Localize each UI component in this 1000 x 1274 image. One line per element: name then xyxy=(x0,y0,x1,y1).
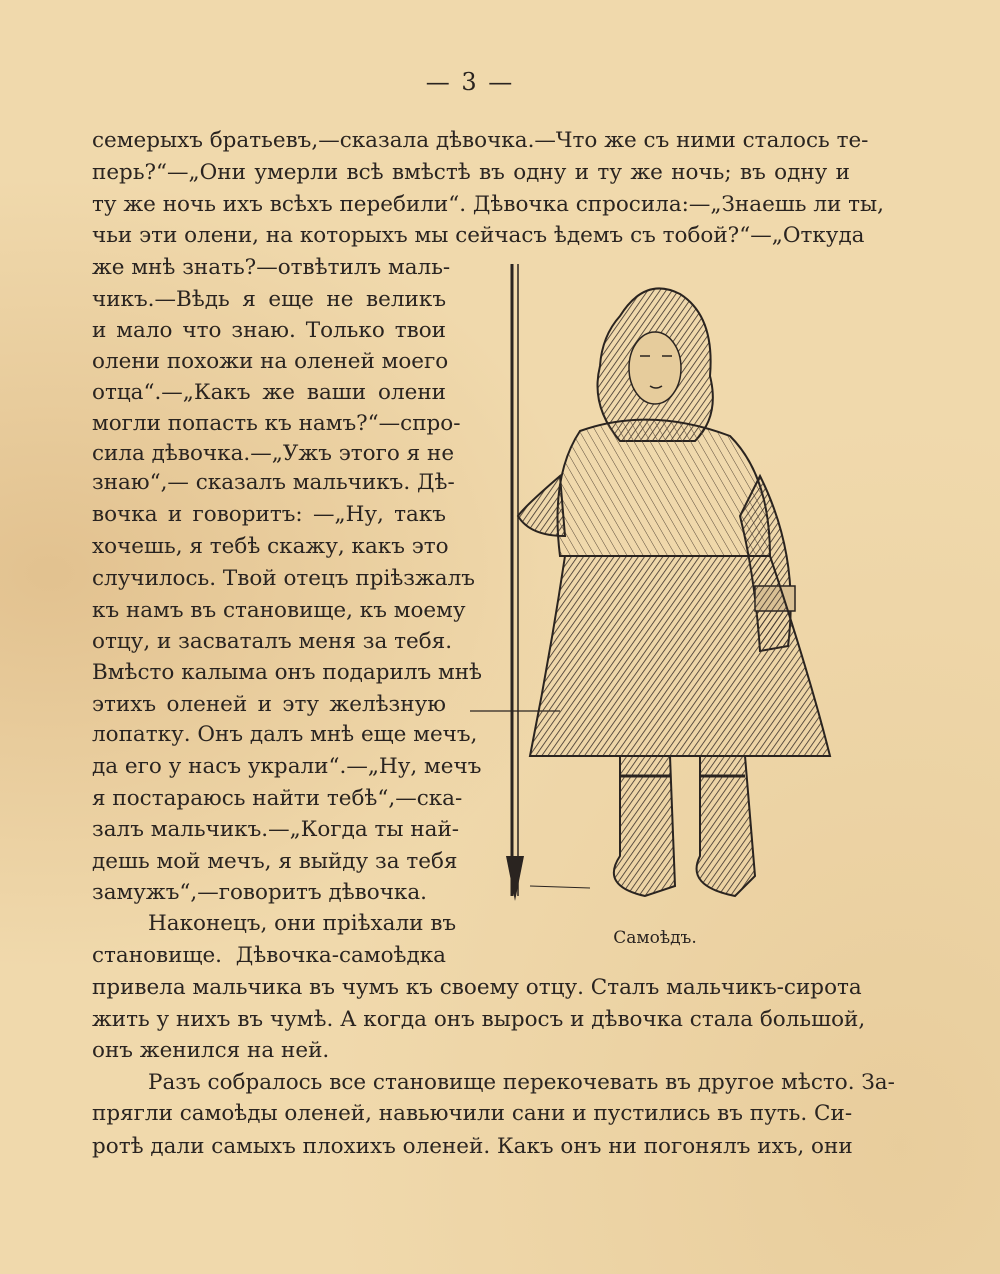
text-line: лопатку. Онъ далъ мнѣ еще мечъ, xyxy=(92,722,478,747)
text-line: чьи эти олени, на которыхъ мы сейчасъ ѣдемъ съ тобой?“—„Откуда xyxy=(92,223,865,248)
text-line: замужъ“,—говоритъ дѣвочка. xyxy=(92,880,428,905)
text-line: онъ женился на ней. xyxy=(92,1038,330,1063)
text-line: могли попасть къ намъ?“—спро- xyxy=(92,411,461,436)
text-line: Разъ собралось все становище перекочевать въ другое мѣсто. За- xyxy=(148,1070,895,1095)
text-line: ротѣ дали самыхъ плохихъ оленей. Какъ онъ ни погонялъ ихъ, они xyxy=(92,1134,853,1159)
text-line: сила дѣвочка.—„Ужъ этого я не xyxy=(92,441,455,466)
text-line: отцу, и засваталъ меня за тебя. xyxy=(92,629,453,654)
text-line: къ намъ въ становище, къ моему xyxy=(92,598,466,623)
illustration-caption: Самоѣдъ. xyxy=(613,928,697,948)
text-line: чикъ.—Вѣдь я еще не великъ xyxy=(92,287,446,312)
text-line: этихъ оленей и эту желѣзную xyxy=(92,692,446,717)
text-line: олени похожи на оленей моего xyxy=(92,349,449,374)
text-line: Вмѣсто калыма онъ подарилъ мнѣ xyxy=(92,660,483,685)
text-line: Наконецъ, они пріѣхали въ xyxy=(148,911,457,936)
text-line: перь?“—„Они умерли всѣ вмѣстѣ въ одну и ту же ночь; въ одну и xyxy=(92,160,850,185)
text-line: залъ мальчикъ.—„Когда ты най- xyxy=(92,817,460,842)
text-line: знаю“,— сказалъ мальчикъ. Дѣ- xyxy=(92,470,455,495)
text-line: становище. Дѣвочка-самоѣдка xyxy=(92,943,446,968)
text-line: ту же ночь ихъ всѣхъ перебили“. Дѣвочка спросила:—„Знаешь ли ты, xyxy=(92,192,884,217)
text-line: хочешь, я тебѣ скажу, какъ это xyxy=(92,534,449,559)
text-line: и мало что знаю. Только твои xyxy=(92,318,446,343)
text-line: отца“.—„Какъ же ваши олени xyxy=(92,380,446,405)
text-line: жить у нихъ въ чумѣ. А когда онъ выросъ и дѣвочка стала большой, xyxy=(92,1007,866,1032)
text-line: же мнѣ знать?—отвѣтилъ маль- xyxy=(92,255,451,280)
samoyed-illustration xyxy=(470,256,850,916)
text-line: привела мальчика въ чумъ къ своему отцу. Сталъ мальчикъ-сирота xyxy=(92,975,862,1000)
text-line: я постараюсь найти тебѣ“,—ска- xyxy=(92,786,463,811)
page-number: — 3 — xyxy=(425,68,515,96)
text-line: прягли самоѣды оленей, навьючили сани и пустились въ путь. Си- xyxy=(92,1101,853,1126)
text-line: вочка и говоритъ: —„Ну, такъ xyxy=(92,502,446,527)
text-line: дешь мой мечъ, я выйду за тебя xyxy=(92,849,458,874)
text-line: да его у насъ украли“.—„Ну, мечъ xyxy=(92,754,482,779)
text-line: семерыхъ братьевъ,—сказала дѣвочка.—Что же съ ними сталось те- xyxy=(92,128,869,153)
text-line: случилось. Твой отецъ пріѣзжалъ xyxy=(92,566,475,591)
